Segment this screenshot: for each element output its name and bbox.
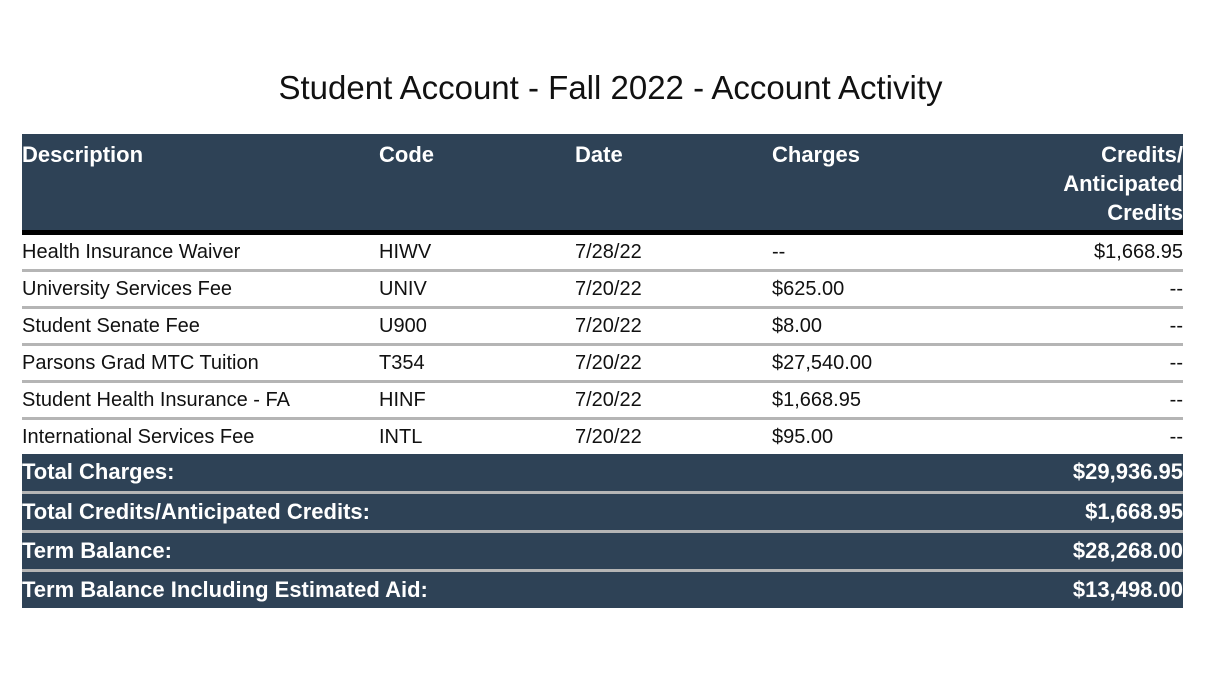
credits-header-line2: Anticipated bbox=[1063, 171, 1183, 196]
activity-rows bbox=[22, 232, 1183, 454]
cell-credits: -- bbox=[1169, 388, 1183, 411]
table-row bbox=[22, 270, 1183, 307]
cell-credits: -- bbox=[1169, 425, 1183, 448]
cell-date: 7/20/22 bbox=[575, 425, 642, 448]
term-balance-value: $28,268.00 bbox=[1072, 537, 1183, 563]
column-header-code: Code bbox=[379, 134, 575, 232]
table-row bbox=[22, 307, 1183, 344]
cell-charges: $95.00 bbox=[772, 425, 834, 448]
total-credits-label: Total Credits/Anticipated Credits: bbox=[22, 498, 370, 524]
cell-credits: -- bbox=[1169, 351, 1183, 374]
cell-credits: -- bbox=[1169, 314, 1183, 337]
total-charges-label: Total Charges: bbox=[22, 459, 175, 485]
cell-charges: $625.00 bbox=[772, 277, 845, 300]
cell-credits: $1,668.95 bbox=[1094, 240, 1183, 263]
account-activity-table bbox=[22, 134, 1183, 608]
credits-header-line1: Credits/ bbox=[1101, 142, 1183, 167]
column-header-credits bbox=[1022, 134, 1183, 232]
term-balance-label: Term Balance: bbox=[22, 537, 172, 563]
credits-header-line3: Credits bbox=[1107, 200, 1183, 225]
cell-description: International Services Fee bbox=[22, 425, 255, 448]
cell-code: T354 bbox=[379, 351, 425, 374]
cell-date: 7/20/22 bbox=[575, 388, 642, 411]
cell-date: 7/20/22 bbox=[575, 314, 642, 337]
table-row bbox=[22, 344, 1183, 381]
totals-section bbox=[22, 454, 1183, 608]
cell-date: 7/28/22 bbox=[575, 240, 642, 263]
term-balance-with-aid-row bbox=[22, 570, 1183, 608]
total-charges-value: $29,936.95 bbox=[1072, 459, 1183, 485]
cell-code: HINF bbox=[379, 388, 426, 411]
header-row bbox=[22, 134, 1183, 232]
column-header-date: Date bbox=[575, 134, 772, 232]
total-credits-value: $1,668.95 bbox=[1085, 498, 1183, 524]
page-title: Student Account - Fall 2022 - Account Activity bbox=[278, 69, 943, 106]
cell-description: Student Senate Fee bbox=[22, 314, 200, 337]
table-header bbox=[22, 134, 1183, 232]
term-balance-row bbox=[22, 531, 1183, 570]
table-row bbox=[22, 232, 1183, 270]
cell-code: U900 bbox=[379, 314, 427, 337]
column-header-charges: Charges bbox=[772, 134, 1022, 232]
cell-code: UNIV bbox=[379, 277, 427, 300]
cell-description: Parsons Grad MTC Tuition bbox=[22, 351, 259, 374]
total-charges-row bbox=[22, 454, 1183, 492]
cell-credits: -- bbox=[1169, 277, 1183, 300]
cell-description: University Services Fee bbox=[22, 277, 233, 300]
cell-charges: $27,540.00 bbox=[772, 351, 873, 374]
term-balance-with-aid-value: $13,498.00 bbox=[1072, 576, 1183, 602]
cell-description: Student Health Insurance - FA bbox=[22, 388, 290, 411]
cell-charges: -- bbox=[772, 240, 786, 263]
total-credits-row bbox=[22, 492, 1183, 531]
table-row bbox=[22, 418, 1183, 454]
column-header-description: Description bbox=[22, 134, 379, 232]
cell-date: 7/20/22 bbox=[575, 277, 642, 300]
term-balance-with-aid-label: Term Balance Including Estimated Aid: bbox=[22, 576, 428, 602]
cell-charges: $1,668.95 bbox=[772, 388, 861, 411]
table-row bbox=[22, 381, 1183, 418]
cell-code: INTL bbox=[379, 425, 423, 448]
cell-code: HIWV bbox=[379, 240, 432, 263]
cell-charges: $8.00 bbox=[772, 314, 823, 337]
cell-description: Health Insurance Waiver bbox=[22, 240, 241, 263]
cell-date: 7/20/22 bbox=[575, 351, 642, 374]
